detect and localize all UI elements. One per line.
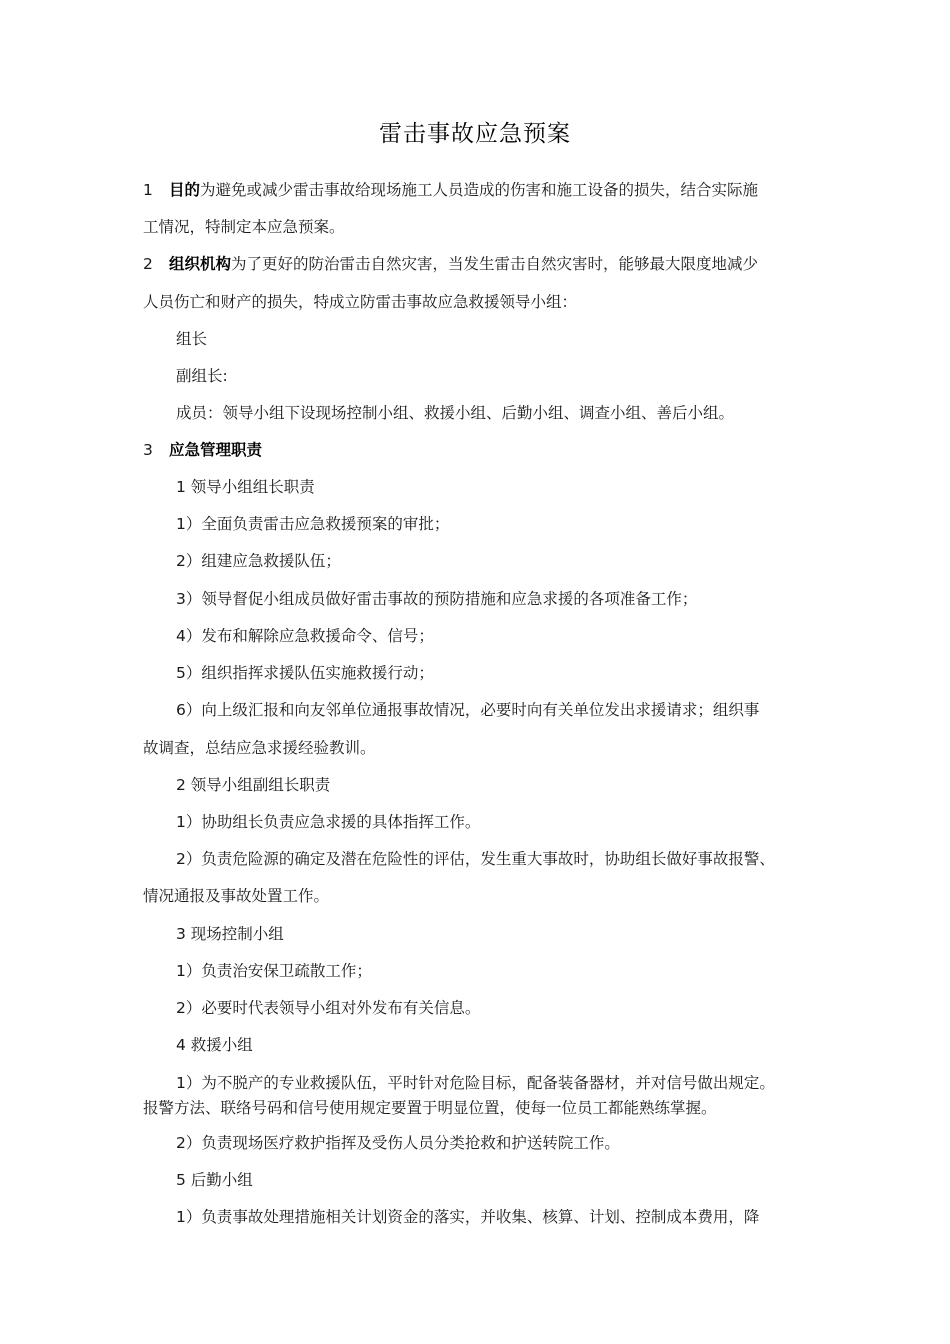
list-item: 6）向上级汇报和向友邻单位通报事故情况，必要时向有关单位发出求援请求；组织事 bbox=[176, 701, 760, 719]
subsection-heading: 5 后勤小组 bbox=[176, 1171, 253, 1189]
list-item: 1）负责治安保卫疏散工作； bbox=[176, 962, 372, 980]
section-heading: 目的 bbox=[169, 181, 201, 199]
list-item: 2）负责危险源的确定及潜在危险性的评估，发生重大事故时，协助组长做好事故报警、 bbox=[176, 850, 775, 868]
subsection-heading: 4 救援小组 bbox=[176, 1036, 253, 1054]
paragraph-line: 工情况，特制定本应急预案。 bbox=[143, 218, 345, 236]
section-heading: 应急管理职责 bbox=[169, 441, 263, 459]
list-item: 1）全面负责雷击应急救援预案的审批； bbox=[176, 515, 450, 533]
paragraph-line: 组长 bbox=[176, 330, 208, 348]
document-title: 雷击事故应急预案 bbox=[379, 121, 571, 147]
section-number: 2 bbox=[143, 255, 153, 273]
paragraph-line: 人员伤亡和财产的损失，特成立防雷击事故应急救援领导小组： bbox=[143, 293, 578, 311]
paragraph-line bbox=[143, 440, 262, 460]
list-item: 4）发布和解除应急救援命令、信号； bbox=[176, 627, 434, 645]
list-item: 1）协助组长负责应急求援的具体指挥工作。 bbox=[176, 813, 481, 831]
subsection-heading: 1 领导小组组长职责 bbox=[176, 478, 315, 496]
paragraph-line: 故调查，总结应急求援经验教训。 bbox=[143, 739, 376, 757]
list-item: 3）领导督促小组成员做好雷击事故的预防措施和应急求援的各项准备工作； bbox=[176, 590, 698, 608]
list-item: 2）负责现场医疗救护指挥及受伤人员分类抢救和护送转院工作。 bbox=[176, 1134, 620, 1152]
paragraph-line: 报警方法、联络号码和信号使用规定要置于明显位置，使每一位员工都能熟练掌握。 bbox=[143, 1099, 717, 1117]
list-item: 1）负责事故处理措施相关计划资金的落实，并收集、核算、计划、控制成本费用，降 bbox=[176, 1208, 760, 1226]
list-item: 5）组织指挥求援队伍实施救援行动； bbox=[176, 664, 434, 682]
paragraph-line bbox=[143, 254, 758, 274]
paragraph-line bbox=[143, 180, 758, 200]
paragraph-line: 副组长: bbox=[176, 367, 228, 385]
subsection-heading: 3 现场控制小组 bbox=[176, 925, 284, 943]
section-heading: 组织机构 bbox=[169, 255, 232, 273]
subsection-heading: 2 领导小组副组长职责 bbox=[176, 776, 331, 794]
paragraph-line: 情况通报及事故处置工作。 bbox=[143, 887, 330, 905]
section-number: 3 bbox=[143, 441, 153, 459]
list-item: 2）组建应急救援队伍； bbox=[176, 552, 341, 570]
line-text: 为避免或减少雷击事故给现场施工人员造成的伤害和施工设备的损失，结合实际施 bbox=[200, 181, 759, 199]
line-text: 为了更好的防治雷击自然灾害，当发生雷击自然灾害时，能够最大限度地减少 bbox=[231, 255, 759, 273]
list-item: 2）必要时代表领导小组对外发布有关信息。 bbox=[176, 999, 481, 1017]
list-item: 1）为不脱产的专业救援队伍，平时针对危险目标，配备装备器材，并对信号做出规定。 bbox=[176, 1074, 775, 1092]
section-number: 1 bbox=[143, 181, 153, 199]
paragraph-line: 成员：领导小组下设现场控制小组、救援小组、后勤小组、调查小组、善后小组。 bbox=[176, 404, 735, 422]
